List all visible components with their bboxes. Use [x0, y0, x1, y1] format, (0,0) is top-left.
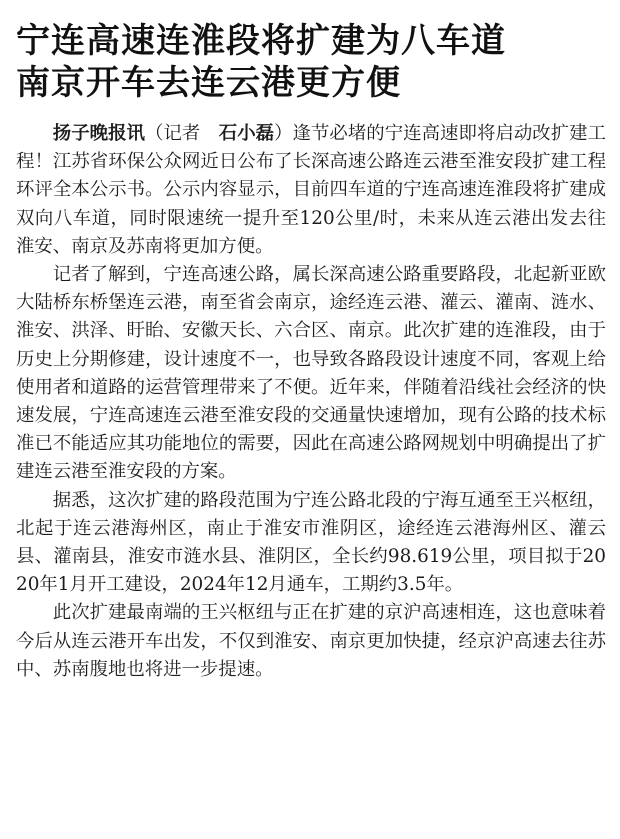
paragraph-1 [16, 120, 606, 261]
article-body [16, 120, 606, 684]
paragraph-3: 据悉，这次扩建的路段范围为宁连公路北段的宁海互通至王兴枢纽，北起于连云港海州区，南止于淮安市淮阴区，途经连云港海州区、灌云县、灌南县，淮安市涟水县、淮阴区，全长约98.619公里，项目拟于2020年1月开工建设，2024年12月通车，工期约3.5年。 [16, 489, 606, 596]
author-name: 石小磊 [218, 123, 275, 144]
dateline: 扬子晚报讯 [52, 123, 145, 144]
headline-line-2: 南京开车去连云港更方便 [16, 63, 401, 103]
headline [16, 20, 606, 104]
paragraph-1-text: 逢节必堵的宁连高速即将启动改扩建工程！江苏省环保公众网近日公布了长深高速公路连云港至淮安段扩建工程环评全本公示书。公示内容显示，目前四车道的宁连高速连淮段将扩建成双向八车道，同时限速统一提升至120公里/时，未来从连云港出发去往淮安、南京及苏南将更加方便。 [16, 123, 606, 257]
news-article [16, 20, 606, 684]
byline-open: （记者 [145, 123, 219, 144]
paragraph-4: 此次扩建最南端的王兴枢纽与正在扩建的京沪高速相连，这也意味着今后从连云港开车出发，不仅到淮安、南京更加快捷，经京沪高速去往苏中、苏南腹地也将进一步提速。 [16, 602, 606, 680]
byline-close: ） [274, 123, 293, 144]
paragraph-2: 记者了解到，宁连高速公路，属长深高速公路重要路段，北起新亚欧大陆桥东桥堡连云港，南至省会南京，途经连云港、灌云、灌南、涟水、淮安、洪泽、盱眙、安徽天长、六合区、南京。此次扩建的连淮段，由于历史上分期修建，设计速度不一，也导致各路段设计速度不同，客观上给使用者和道路的运营管理带来了不便。近年来，伴随着沿线社会经济的快速发展，宁连高速连云港至淮安段的交通量快速增加，现有公路的技术标准已不能适应其功能地位的需要，因此在高速公路网规划中明确提出了扩建连云港至淮安段的方案。 [16, 264, 606, 483]
headline-line-1: 宁连高速连淮段将扩建为八车道 [16, 21, 506, 61]
